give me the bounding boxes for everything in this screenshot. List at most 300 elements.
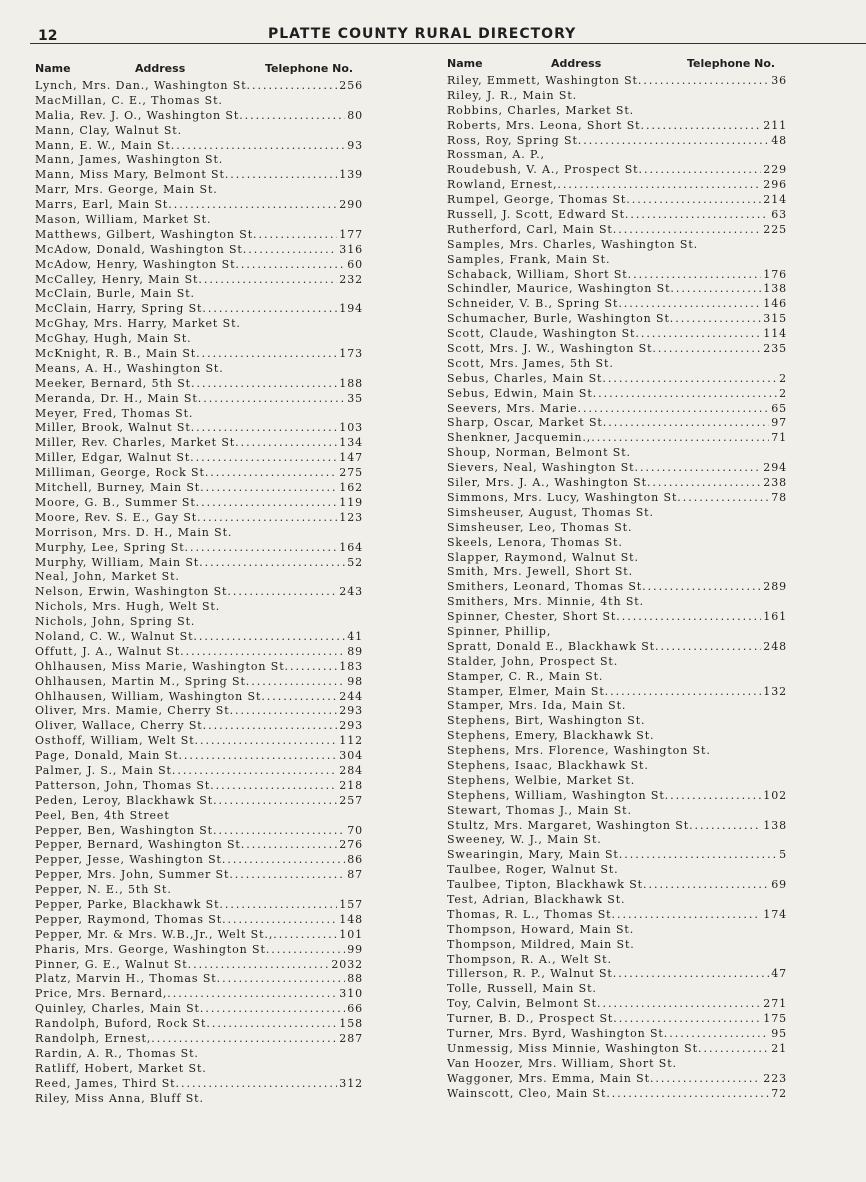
entry-name-address: Robbins, Charles, Market St. [447,103,635,117]
directory-entry [35,809,363,824]
directory-entry [447,89,787,104]
entry-phone: 48 [771,133,787,147]
entry-name-address: Schindler, Maurice, Washington St [447,282,671,296]
directory-entry [447,342,787,357]
directory-entry [447,1072,787,1087]
dot-leader [602,372,777,387]
entry-phone: 157 [339,897,363,911]
directory-entry [447,208,787,223]
directory-entry [447,253,787,268]
entry-phone: 284 [339,763,363,777]
entry-name-address: Skeels, Lenora, Thomas St. [447,535,623,549]
directory-entry [35,1002,363,1017]
dot-leader [578,402,770,417]
dot-leader [273,928,337,943]
directory-entry [35,168,363,183]
directory-entry [35,883,363,898]
directory-entry [447,282,787,297]
entry-phone: 218 [339,778,363,792]
directory-entry [447,357,787,372]
dot-leader [235,436,337,451]
entry-phone: 229 [763,163,787,177]
dot-leader [203,719,338,734]
dot-leader [285,660,338,675]
entry-name-address: Rowland, Ernest, [447,178,558,192]
entry-name-address: Stamper, Mrs. Ida, Main St. [447,699,627,713]
entry-name-address: McGhay, Mrs. Harry, Market St. [35,317,241,331]
entry-phone: 98 [347,674,363,688]
dot-leader [603,416,769,431]
directory-entry [447,923,787,938]
directory-entry [35,94,363,109]
left-entries [35,79,363,1106]
dot-leader [597,997,761,1012]
dot-leader [191,421,338,436]
directory-entry [35,183,363,198]
entry-phone: 214 [763,193,787,207]
entry-name-address: Turner, B. D., Prospect St [447,1012,614,1026]
entry-phone: 290 [339,198,363,212]
entry-name-address: Schumacher, Burle, Washington St [447,312,670,326]
directory-entry [447,863,787,878]
entry-name-address: Price, Mrs. Bernard, [35,987,168,1001]
dot-leader [247,79,338,94]
entry-phone: 243 [339,585,363,599]
entry-name-address: Sievers, Neal, Washington St [447,461,635,475]
dot-leader [180,645,345,660]
entry-name-address: Stephens, Welbie, Market St. [447,773,636,787]
directory-entry [35,704,363,719]
entry-name-address: Thompson, R. A., Welt St. [447,952,612,966]
entry-name-address: Simsheuser, Leo, Thomas St. [447,520,633,534]
entry-phone: 312 [339,1076,363,1090]
directory-entry [35,228,363,243]
entry-name-address: Sweeney, W. J., Main St. [447,833,602,847]
dot-leader [591,431,769,446]
directory-entry [35,987,363,1002]
entry-phone: 99 [347,942,363,956]
entry-phone: 134 [339,436,363,450]
directory-entry [35,243,363,258]
entry-phone: 88 [347,972,363,986]
entry-name-address: Stephens, Isaac, Blackhawk St. [447,758,649,772]
entry-name-address: Thompson, Mildred, Main St. [447,937,635,951]
directory-entry [447,446,787,461]
dot-leader [199,556,345,571]
dot-leader [619,848,777,863]
dot-leader [628,268,762,283]
entry-phone: 304 [339,749,363,763]
entry-name-address: Nichols, John, Spring St. [35,615,196,629]
entry-phone: 174 [763,907,787,921]
dot-leader [625,208,769,223]
directory-entry [35,898,363,913]
entry-phone: 138 [763,818,787,832]
entry-name-address: Stewart, Thomas J., Main St. [447,803,632,817]
entry-phone: 232 [339,272,363,286]
entry-name-address: Pepper, Parke, Blackhawk St [35,897,220,911]
directory-entry [35,1047,363,1062]
entry-name-address: Shoup, Norman, Belmont St. [447,446,631,460]
directory-entry [447,387,787,402]
directory-entry [447,685,787,700]
directory-entry [35,332,363,347]
entry-phone: 2032 [331,957,363,971]
directory-entry [35,943,363,958]
entry-name-address: Wainscott, Cleo, Main St [447,1086,607,1100]
dot-leader [613,223,762,238]
entry-name-address: Means, A. H., Washington St. [35,361,224,375]
entry-phone: 248 [763,639,787,653]
dot-leader [243,243,338,258]
dot-leader [239,109,345,124]
page-number: 12 [38,28,58,44]
dot-leader [613,1012,761,1027]
dot-leader [188,958,330,973]
entry-phone: 139 [339,168,363,182]
entry-name-address: Rardin, A. R., Thomas St. [35,1046,199,1060]
directory-entry [447,908,787,923]
directory-entry [35,1017,363,1032]
directory-entry [447,729,787,744]
entry-name-address: Peel, Ben, 4th Street [35,808,170,822]
entry-name-address: Scott, Mrs. James, 5th St. [447,356,614,370]
entry-name-address: Pepper, Mr. & Mrs. W.B.,Jr., Welt St., [35,927,274,941]
entry-name-address: Scott, Claude, Washington St [447,327,636,341]
entry-name-address: Neal, John, Market St. [35,570,180,584]
entry-name-address: Waggoner, Mrs. Emma, Main St [447,1071,650,1085]
directory-entry [447,833,787,848]
entry-name-address: Taulbee, Roger, Walnut St. [447,863,619,877]
dot-leader [652,342,761,357]
directory-entry [35,838,363,853]
directory-entry [35,556,363,571]
entry-phone: 271 [763,997,787,1011]
right-entries [447,74,787,1101]
entry-phone: 173 [339,347,363,361]
directory-entry [447,312,787,327]
entry-name-address: Mann, E. W., Main St [35,138,171,152]
directory-entry [447,431,787,446]
directory-entry [35,734,363,749]
entry-phone: 36 [771,74,787,87]
entry-name-address: Simsheuser, August, Thomas St. [447,505,654,519]
directory-entry [35,139,363,154]
address-header: Address [551,57,602,70]
entry-phone: 52 [347,555,363,569]
directory-entry [447,163,787,178]
entry-name-address: Peden, Leroy, Blackhawk St [35,793,214,807]
directory-entry [35,302,363,317]
entry-name-address: Pepper, Mrs. John, Summer St [35,868,230,882]
entry-phone: 132 [763,684,787,698]
directory-entry [447,848,787,863]
directory-entry [447,297,787,312]
entry-name-address: Pepper, Bernard, Washington St [35,838,241,852]
entry-name-address: Pepper, Jesse, Washington St [35,853,222,867]
dot-leader [241,838,338,853]
entry-name-address: Smithers, Mrs. Minnie, 4th St. [447,595,644,609]
entry-phone: 5 [779,848,787,862]
directory-entry [447,461,787,476]
entry-phone: 176 [763,267,787,281]
entry-name-address: McCalley, Henry, Main St [35,272,199,286]
entry-name-address: Slapper, Raymond, Walnut St. [447,550,639,564]
directory-entry [35,407,363,422]
dot-leader [635,327,761,342]
directory-entry [447,893,787,908]
directory-entry [35,153,363,168]
entry-name-address: Page, Donald, Main St [35,749,179,763]
entry-name-address: Mann, Miss Mary, Belmont St [35,168,225,182]
dot-leader [664,1027,769,1042]
directory-entry [35,526,363,541]
left-column-header [35,62,363,79]
entry-name-address: Stultz, Mrs. Margaret, Washington St [447,818,690,832]
directory-entry [35,362,363,377]
dot-leader [650,1072,761,1087]
directory-entry [35,749,363,764]
dot-leader [219,898,337,913]
entry-phone: 148 [339,912,363,926]
entry-name-address: Pepper, Ben, Washington St [35,823,213,837]
directory-entry [447,982,787,997]
entry-name-address: Van Hoozer, Mrs. William, Short St. [447,1056,677,1070]
dot-leader [213,824,345,839]
dot-leader [638,74,769,89]
entry-phone: 60 [347,257,363,271]
entry-phone: 276 [339,838,363,852]
entry-name-address: Moore, Rev. S. E., Gay St [35,510,198,524]
entry-phone: 147 [339,451,363,465]
dot-leader [578,134,769,149]
directory-entry [447,416,787,431]
directory-entry [447,521,787,536]
entry-phone: 256 [339,79,363,92]
directory-entry [447,104,787,119]
directory-entry [35,392,363,407]
entry-name-address: McAdow, Henry, Washington St [35,257,236,271]
entry-name-address: Platz, Marvin H., Thomas St [35,972,217,986]
entry-name-address: Sebus, Charles, Main St [447,371,603,385]
directory-entry [447,327,787,342]
directory-entry [35,124,363,139]
dot-leader [611,908,761,923]
entry-phone: 293 [339,719,363,733]
entry-name-address: Stephens, William, Washington St [447,788,665,802]
entry-name-address: Malia, Rev. J. O., Washington St [35,108,240,122]
entry-phone: 194 [339,302,363,316]
dot-leader [225,168,337,183]
entry-phone: 188 [339,376,363,390]
directory-entry [447,789,787,804]
entry-name-address: Pharis, Mrs. George, Washington St [35,942,266,956]
dot-leader [193,630,345,645]
directory-entry [447,610,787,625]
entry-phone: 158 [339,1017,363,1031]
directory-entry [35,615,363,630]
entry-name-address: Sebus, Edwin, Main St [447,386,593,400]
directory-entry [35,853,363,868]
directory-entry [447,670,787,685]
directory-entry [35,466,363,481]
entry-phone: 101 [339,927,363,941]
directory-entry [447,699,787,714]
entry-name-address: Stalder, John, Prospect St. [447,654,619,668]
dot-leader [616,610,761,625]
entry-name-address: Spinner, Chester, Short St [447,610,617,624]
dot-leader [253,228,337,243]
entry-name-address: Smith, Mrs. Jewell, Short St. [447,565,633,579]
entry-name-address: Mitchell, Burney, Main St [35,481,201,495]
dot-leader [634,461,761,476]
entry-name-address: Taulbee, Tipton, Blackhawk St [447,878,643,892]
dot-leader [202,302,337,317]
directory-entry [35,258,363,273]
dot-leader [677,491,769,506]
entry-phone: 112 [339,734,363,748]
directory-entry [35,600,363,615]
directory-entry [35,541,363,556]
dot-leader [196,347,337,362]
dot-leader [640,119,761,134]
directory-entry [447,967,787,982]
entry-phone: 63 [771,208,787,222]
dot-leader [618,297,761,312]
entry-name-address: Roudebush, V. A., Prospect St [447,163,639,177]
entry-name-address: Lynch, Mrs. Dan., Washington St [35,79,247,92]
dot-leader [172,764,337,779]
entry-name-address: Schaback, William, Short St [447,267,628,281]
entry-name-address: Riley, Emmett, Washington St [447,74,638,87]
entry-name-address: McClain, Burle, Main St. [35,287,195,301]
entry-phone: 287 [339,1032,363,1045]
entry-name-address: Turner, Mrs. Byrd, Washington St [447,1027,664,1040]
entry-phone: 257 [339,793,363,807]
entry-phone: 41 [347,629,363,643]
entry-name-address: Sharp, Oscar, Market St [447,416,603,430]
directory-entry [447,938,787,953]
entry-name-address: Oliver, Mrs. Mamie, Cherry St [35,704,230,718]
entry-name-address: Patterson, John, Thomas St [35,778,211,792]
entry-name-address: Meyer, Fred, Thomas St. [35,406,194,420]
dot-leader [593,387,777,402]
directory-entry [35,794,363,809]
entry-name-address: Tolle, Russell, Main St. [447,982,597,996]
entry-name-address: Stephens, Emery, Blackhawk St. [447,729,655,743]
directory-entry [35,690,363,705]
entry-phone: 95 [771,1027,787,1040]
dot-leader [642,580,761,595]
entry-name-address: Pepper, Raymond, Thomas St [35,912,223,926]
entry-phone: 289 [763,580,787,594]
dot-leader [151,1032,337,1047]
entry-phone: 238 [763,476,787,490]
directory-entry [35,377,363,392]
directory-entry [447,819,787,834]
entry-name-address: Ratliff, Hobert, Market St. [35,1061,207,1075]
entry-name-address: Stamper, C. R., Main St. [447,669,604,683]
directory-entry [447,551,787,566]
entry-name-address: Meeker, Bernard, 5th St [35,376,191,390]
entry-phone: 123 [339,510,363,524]
dot-leader [266,943,345,958]
entry-name-address: Shenkner, Jacquemin., [447,431,592,445]
directory-entry [35,347,363,362]
entry-phone: 2 [779,371,787,385]
entry-name-address: Unmessig, Miss Minnie, Washington St [447,1041,698,1055]
dot-leader [670,282,761,297]
entry-name-address: Ohlhausen, Miss Marie, Washington St [35,659,285,673]
entry-phone: 293 [339,704,363,718]
dot-leader [168,198,337,213]
entry-phone: 315 [763,312,787,326]
directory-entry [447,506,787,521]
dot-leader [229,868,345,883]
entry-name-address: McKnight, R. B., Main St [35,347,197,361]
directory-entry [447,476,787,491]
entry-phone: 89 [347,644,363,658]
entry-phone: 316 [339,242,363,256]
dot-leader [198,273,337,288]
directory-entry [35,511,363,526]
directory-entry [35,913,363,928]
entry-phone: 66 [347,1002,363,1016]
dot-leader [210,779,337,794]
dot-leader [167,987,337,1002]
entry-name-address: Stephens, Birt, Washington St. [447,714,646,728]
directory-entry [447,714,787,729]
entry-phone: 138 [763,282,787,296]
directory-entry [35,630,363,645]
directory-entry [447,223,787,238]
entry-phone: 2 [779,386,787,400]
entry-name-address: Noland, C. W., Walnut St [35,629,194,643]
dot-leader [235,258,345,273]
directory-entry [35,868,363,883]
entry-phone: 161 [763,610,787,624]
dot-leader [670,312,762,327]
entry-name-address: Riley, J. R., Main St. [447,88,578,102]
directory-entry [447,878,787,893]
entry-name-address: McAdow, Donald, Washington St [35,242,243,256]
entry-name-address: Randolph, Buford, Rock St [35,1017,207,1031]
entry-phone: 183 [339,659,363,673]
entry-name-address: Rossman, A. P., [447,148,545,162]
dot-leader [222,913,337,928]
dot-leader [689,819,761,834]
directory-entry [447,997,787,1012]
entry-name-address: Nichols, Mrs. Hugh, Welt St. [35,600,221,614]
entry-phone: 65 [771,401,787,415]
dot-leader [178,749,337,764]
entry-phone: 225 [763,222,787,236]
entry-phone: 93 [347,138,363,152]
entry-name-address: Moore, G. B., Summer St [35,495,196,509]
directory-entry [447,372,787,387]
entry-name-address: Miller, Brook, Walnut St [35,421,191,435]
entry-name-address: Osthoff, William, Welt St [35,734,195,748]
entry-phone: 21 [771,1041,787,1055]
directory-entry [447,238,787,253]
entry-name-address: Samples, Frank, Main St. [447,252,611,266]
directory-entry [447,580,787,595]
dot-leader [647,476,761,491]
entry-name-address: Spinner, Phillip, [447,624,552,638]
dot-leader [195,734,338,749]
entry-name-address: Test, Adrian, Blackhawk St. [447,892,626,906]
directory-entry [447,640,787,655]
